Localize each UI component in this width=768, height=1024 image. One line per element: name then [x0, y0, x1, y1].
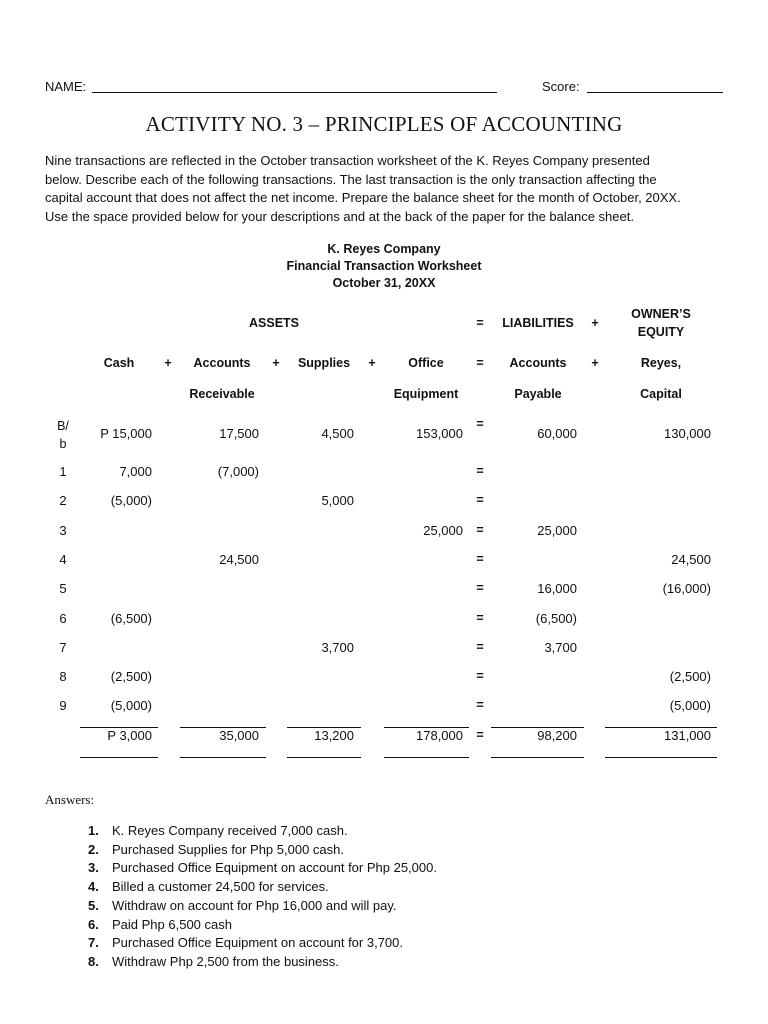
- cell-office-equipment: 153,000: [416, 426, 463, 441]
- equals-sign: =: [476, 464, 484, 478]
- equals-sign: =: [476, 523, 484, 537]
- cell-accounts-receivable: (7,000): [217, 464, 259, 479]
- owners-equity-header-line1: OWNER’S: [631, 307, 691, 321]
- col-office-equipment-2: Equipment: [393, 387, 459, 401]
- intro-line: Use the space provided below for your descriptions and at the back of the paper for the balance sheet.: [45, 208, 634, 224]
- cell-accounts-payable: 3,700: [544, 640, 577, 655]
- total-office-equipment: 178,000: [416, 728, 463, 743]
- total-accounts-payable: 98,200: [537, 728, 577, 743]
- answers-heading: Answers:: [45, 792, 95, 807]
- cell-reyes-capital: 130,000: [664, 426, 711, 441]
- cell-reyes-capital: (2,500): [669, 669, 711, 684]
- list-item: [88, 953, 437, 972]
- total-rule: [287, 757, 361, 758]
- answer-text: Purchased Office Equipment on account for 3,700.: [112, 935, 403, 951]
- col-reyes-capital-2: Capital: [640, 387, 682, 401]
- answer-text: Billed a customer 24,500 for services.: [112, 879, 329, 895]
- row-label: 2: [59, 493, 67, 508]
- total-accounts-receivable: 35,000: [219, 728, 259, 743]
- total-reyes-capital: 131,000: [664, 728, 711, 743]
- cell-supplies: 3,700: [321, 640, 354, 655]
- answer-number: 3.: [88, 860, 99, 876]
- answer-text: Withdraw Php 2,500 from the business.: [112, 953, 339, 969]
- cell-accounts-payable: 60,000: [537, 426, 577, 441]
- worksheet-date: October 31, 20XX: [332, 276, 436, 290]
- plus-sign: +: [368, 356, 376, 370]
- cell-cash: P 15,000: [100, 426, 152, 441]
- cell-cash: (2,500): [110, 669, 152, 684]
- cell-accounts-payable: 16,000: [537, 581, 577, 596]
- cell-supplies: 4,500: [321, 426, 354, 441]
- list-item: [88, 822, 437, 841]
- row-label: 6: [59, 611, 67, 626]
- name-field[interactable]: [92, 92, 497, 93]
- owners-equity-header-line2: EQUITY: [637, 325, 685, 339]
- list-item: [88, 916, 437, 935]
- answer-number: 2.: [88, 841, 99, 857]
- col-cash: Cash: [103, 356, 135, 370]
- name-label: NAME:: [45, 79, 87, 94]
- cell-accounts-receivable: 24,500: [219, 552, 259, 567]
- list-item: [88, 859, 437, 878]
- answer-text: K. Reyes Company received 7,000 cash.: [112, 823, 348, 838]
- cell-cash: (5,000): [110, 493, 152, 508]
- page-title: ACTIVITY NO. 3 – PRINCIPLES OF ACCOUNTING: [145, 112, 623, 136]
- row-label: 4: [59, 552, 67, 567]
- total-rule: [384, 757, 469, 758]
- list-item: [88, 878, 437, 897]
- worksheet-subtitle: Financial Transaction Worksheet: [286, 259, 482, 273]
- plus-sign: +: [591, 316, 599, 330]
- answer-number: 6.: [88, 916, 99, 932]
- answer-text: Purchased Supplies for Php 5,000 cash.: [112, 841, 344, 857]
- company-name: K. Reyes Company: [327, 242, 441, 256]
- row-label: B/ b: [57, 419, 69, 451]
- answer-text: Purchased Office Equipment on account for Php 25,000.: [112, 860, 437, 876]
- col-accounts-payable-2: Payable: [514, 387, 562, 401]
- total-rule: [80, 757, 158, 758]
- equals-sign: =: [476, 611, 484, 625]
- cell-cash: 7,000: [119, 464, 152, 479]
- answer-number: 1.: [88, 823, 99, 838]
- answer-number: 8.: [88, 953, 99, 969]
- cell-reyes-capital: (5,000): [669, 698, 711, 713]
- col-office-equipment-1: Office: [408, 356, 444, 370]
- cell-accounts-receivable: 17,500: [219, 426, 259, 441]
- equals-sign: =: [476, 356, 484, 370]
- col-reyes-capital-1: Reyes,: [640, 356, 682, 370]
- answer-number: 5.: [88, 897, 99, 913]
- cell-reyes-capital: 24,500: [671, 552, 711, 567]
- assets-header: ASSETS: [248, 316, 300, 330]
- row-label: 5: [59, 581, 67, 596]
- col-accounts-receivable-2: Receivable: [189, 387, 255, 401]
- col-accounts-payable-1: Accounts: [509, 356, 567, 370]
- cell-accounts-payable: (6,500): [535, 611, 577, 626]
- score-label: Score:: [542, 79, 580, 94]
- plus-sign: +: [164, 356, 172, 370]
- cell-cash: (5,000): [110, 698, 152, 713]
- row-label: 8: [59, 669, 67, 684]
- cell-cash: (6,500): [110, 611, 152, 626]
- intro-line: capital account that does not affect the net income. Prepare the balance sheet for the month of October, 20XX.: [45, 190, 681, 205]
- list-item: [88, 934, 437, 953]
- list-item: [88, 841, 437, 860]
- cell-supplies: 5,000: [321, 493, 354, 508]
- row-label: 3: [59, 523, 67, 538]
- plus-sign: +: [272, 356, 280, 370]
- answer-number: 4.: [88, 879, 99, 895]
- row-label: 1: [59, 464, 67, 479]
- total-cash: P 3,000: [107, 728, 152, 743]
- equals-sign: =: [476, 552, 484, 566]
- equals-sign: =: [476, 728, 484, 742]
- answers-list: [88, 822, 437, 972]
- equals-sign: =: [476, 316, 484, 330]
- answer-number: 7.: [88, 935, 99, 951]
- intro-line: below. Describe each of the following transactions. The last transaction is the only transaction affecting the: [45, 171, 657, 187]
- total-rule: [605, 757, 717, 758]
- total-supplies: 13,200: [314, 728, 354, 743]
- col-supplies: Supplies: [297, 356, 351, 370]
- liabilities-header: LIABILITIES: [502, 316, 574, 330]
- answer-text: Withdraw on account for Php 16,000 and will pay.: [112, 897, 397, 913]
- row-label: 7: [59, 640, 67, 655]
- equals-sign: =: [476, 669, 484, 683]
- equals-sign: =: [476, 493, 484, 507]
- list-item: [88, 897, 437, 916]
- equals-sign: =: [476, 417, 484, 431]
- cell-office-equipment: 25,000: [423, 523, 463, 538]
- plus-sign: +: [591, 356, 599, 370]
- equals-sign: =: [476, 640, 484, 654]
- row-label: 9: [59, 698, 67, 713]
- col-accounts-receivable-1: Accounts: [193, 356, 251, 370]
- worksheet-heading: [0, 241, 768, 292]
- equals-sign: =: [476, 581, 484, 595]
- cell-accounts-payable: 25,000: [537, 523, 577, 538]
- equals-sign: =: [476, 698, 484, 712]
- cell-reyes-capital: (16,000): [662, 581, 711, 596]
- score-field[interactable]: [587, 92, 723, 93]
- intro-paragraph: [45, 152, 735, 226]
- total-rule: [180, 757, 266, 758]
- total-rule: [491, 757, 584, 758]
- intro-line: Nine transactions are reflected in the October transaction worksheet of the K. Reyes Company presented: [45, 153, 650, 168]
- answer-text: Paid Php 6,500 cash: [112, 916, 232, 932]
